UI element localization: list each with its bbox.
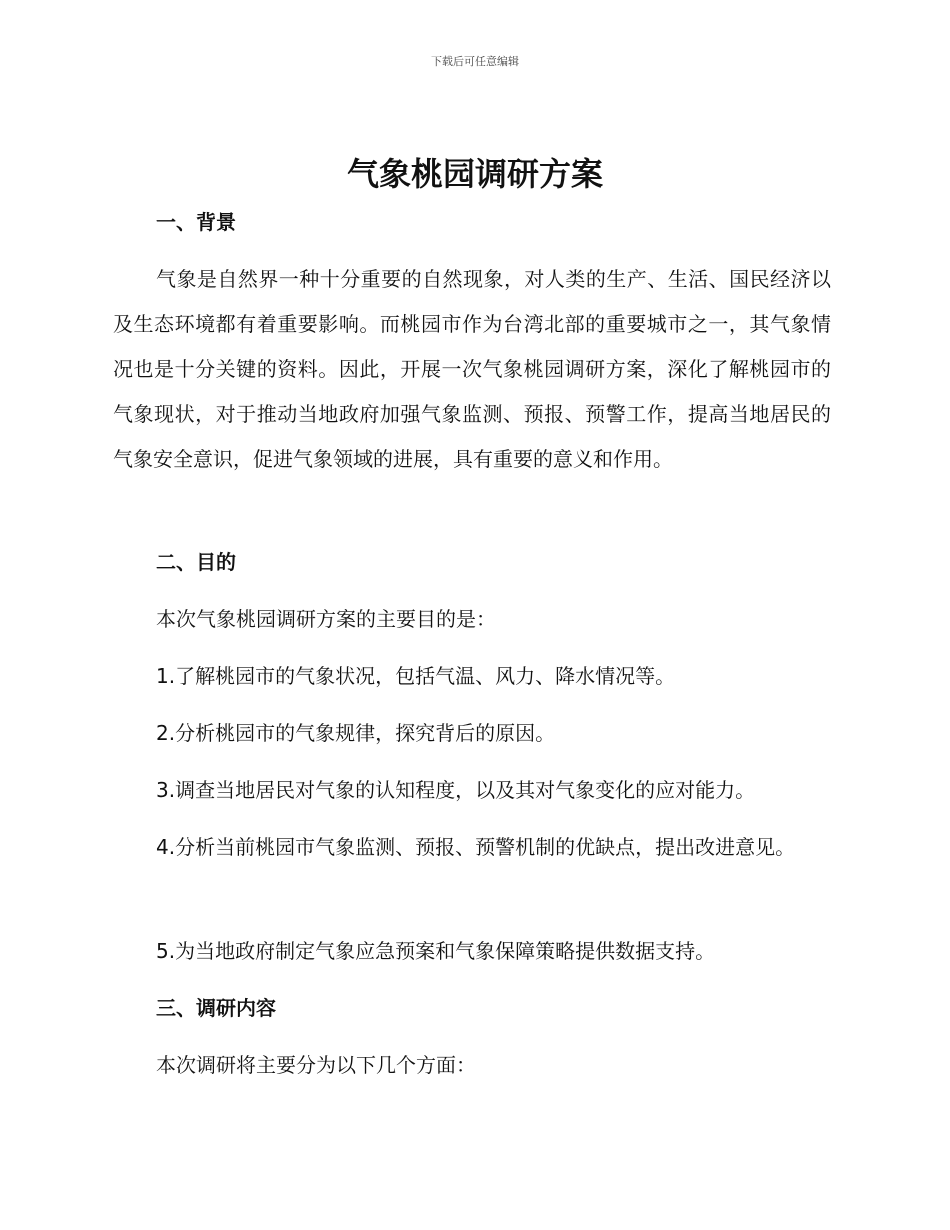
header-note: 下载后可任意编辑: [431, 55, 519, 68]
section-heading-purpose: 二、目的: [156, 550, 236, 574]
content-intro: 本次调研将主要分为以下几个方面：: [156, 1053, 476, 1077]
section-heading-background: 一、背景: [156, 210, 236, 234]
document-title: 气象桃园调研方案: [346, 155, 603, 193]
purpose-item-3: 3.调查当地居民对气象的认知程度，以及其对气象变化的应对能力。: [156, 778, 756, 802]
background-paragraph: 气象是自然界一种十分重要的自然现象，对人类的生产、生活、国民经济以及生态环境都有着重要影响。而桃园市作为台湾北部的重要城市之一，其气象情况也是十分关键的资料。因此，开展一次气象桃园调研方案，深化了解桃园市的气象现状，对于推动当地政府加强气象监测、预报、预警工作，提高当地居民的气象安全意识，促进气象领域的进展，具有重要的意义和作用。: [113, 267, 831, 471]
purpose-intro: 本次气象桃园调研方案的主要目的是：: [156, 607, 496, 631]
purpose-item-5: 5.为当地政府制定气象应急预案和气象保障策略提供数据支持。: [156, 939, 716, 963]
purpose-item-1: 1.了解桃园市的气象状况，包括气温、风力、降水情况等。: [156, 664, 676, 688]
purpose-item-4: 4.分析当前桃园市气象监测、预报、预警机制的优缺点，提出改进意见。: [156, 835, 796, 859]
purpose-item-2: 2.分析桃园市的气象规律，探究背后的原因。: [156, 721, 556, 745]
section-heading-content: 三、调研内容: [156, 996, 276, 1020]
